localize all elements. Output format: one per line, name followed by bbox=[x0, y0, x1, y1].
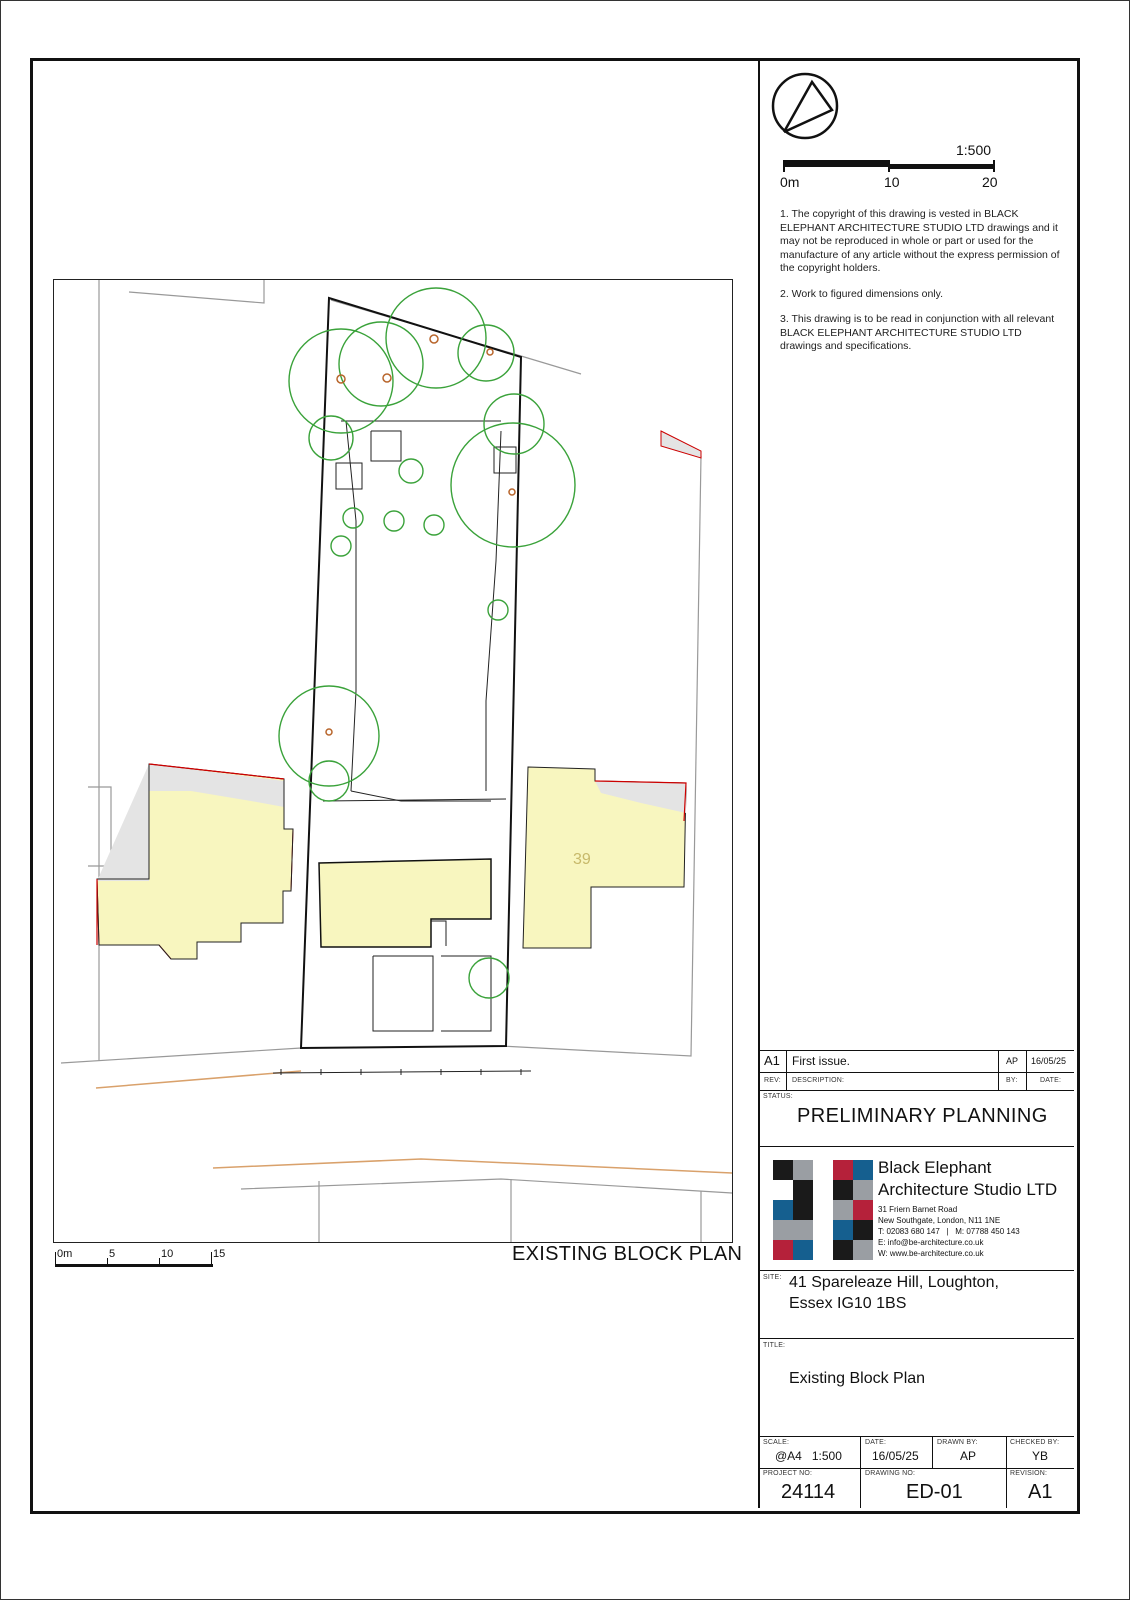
north-arrow-icon bbox=[770, 72, 842, 140]
revision-header-rev: REV: bbox=[764, 1077, 781, 1084]
revision-value: A1 bbox=[1028, 1481, 1053, 1503]
title-label: TITLE: bbox=[763, 1342, 786, 1349]
tree-trunks bbox=[326, 335, 515, 735]
title-value: Existing Block Plan bbox=[789, 1370, 926, 1387]
site-label: SITE: bbox=[763, 1274, 782, 1281]
revision-header-by: BY: bbox=[1006, 1077, 1018, 1084]
site-address-line2: Essex IG10 1BS bbox=[789, 1295, 907, 1312]
date-label: DATE: bbox=[865, 1439, 887, 1446]
scale-label: SCALE: bbox=[763, 1439, 790, 1446]
road-edges bbox=[96, 1071, 732, 1173]
revision-row-rev: A1 bbox=[764, 1053, 780, 1068]
project-no-value: 24114 bbox=[781, 1481, 836, 1503]
company-address-line2: New Southgate, London, N11 1NE bbox=[878, 1216, 1001, 1225]
drawing-title-label: EXISTING BLOCK PLAN bbox=[512, 1243, 743, 1265]
company-name-line2: Architecture Studio LTD bbox=[878, 1180, 1058, 1199]
neighbour-house-number: 39 bbox=[573, 851, 591, 868]
scale-ratio: 1:500 bbox=[956, 142, 992, 158]
scale-bar bbox=[783, 160, 995, 172]
revision-row-description: First issue. bbox=[792, 1054, 851, 1068]
checked-by-label: CHECKED BY: bbox=[1010, 1439, 1060, 1446]
drawing-no-value: ED-01 bbox=[906, 1481, 963, 1503]
scale-tick-10m: 10 bbox=[884, 174, 900, 190]
scale-tick-20m: 20 bbox=[982, 174, 998, 190]
company-phone: T: 02083 680 147 | M: 07788 450 143 bbox=[878, 1227, 1020, 1236]
drawn-by-label: DRAWN BY: bbox=[937, 1439, 978, 1446]
site-boundaries bbox=[61, 280, 732, 1242]
scale-value: @A4 1:500 bbox=[775, 1449, 842, 1463]
company-website: W: www.be-architecture.co.uk bbox=[878, 1249, 984, 1258]
revision-label: REVISION: bbox=[1010, 1470, 1048, 1477]
drawing-scale-bar bbox=[53, 1246, 226, 1270]
revision-row-date: 16/05/25 bbox=[1031, 1056, 1067, 1066]
status-label: STATUS: bbox=[763, 1093, 793, 1100]
revision-header-description: DESCRIPTION: bbox=[792, 1077, 845, 1084]
scale-tick-0: 0m bbox=[57, 1248, 73, 1260]
drawing-notes bbox=[780, 208, 1062, 366]
block-plan-drawing bbox=[54, 280, 732, 1242]
note-copyright: 1. The copyright of this drawing is vested in BLACK ELEPHANT ARCHITECTURE STUDIO LTD drawings and it may not be reproduced in whole or part or used for the manufacture of any article without the express permission of the copyright holders. bbox=[780, 208, 1060, 274]
status-value: PRELIMINARY PLANNING bbox=[797, 1105, 1048, 1127]
company-email: E: info@be-architecture.co.uk bbox=[878, 1238, 984, 1247]
company-address-line1: 31 Friern Barnet Road bbox=[878, 1205, 958, 1214]
revision-row-by: AP bbox=[1006, 1056, 1019, 1066]
scale-tick-15: 15 bbox=[213, 1248, 226, 1260]
scale-tick-10: 10 bbox=[161, 1248, 174, 1260]
date-value: 16/05/25 bbox=[872, 1449, 919, 1463]
note-conjunction: 3. This drawing is to be read in conjunction with all relevant BLACK ELEPHANT ARCHITECTURE STUDIO LTD drawings and specifications. bbox=[780, 313, 1055, 352]
note-dimensions: 2. Work to figured dimensions only. bbox=[780, 287, 944, 300]
revision-header-date: DATE: bbox=[1040, 1077, 1062, 1084]
survey-ticks bbox=[281, 1069, 521, 1075]
checked-by-value: YB bbox=[1032, 1449, 1049, 1463]
scale-tick-5: 5 bbox=[109, 1248, 116, 1260]
company-logo bbox=[773, 1160, 873, 1260]
company-name-line1: Black Elephant bbox=[878, 1158, 992, 1177]
drawing-no-label: DRAWING NO: bbox=[865, 1470, 916, 1477]
project-no-label: PROJECT NO: bbox=[763, 1470, 813, 1477]
subject-house bbox=[319, 859, 491, 947]
site-address-line1: 41 Spareleaze Hill, Loughton, bbox=[789, 1274, 999, 1291]
block-plan-viewport bbox=[53, 279, 733, 1243]
drawn-by-value: AP bbox=[960, 1449, 977, 1463]
scale-tick-0m: 0m bbox=[780, 174, 800, 190]
